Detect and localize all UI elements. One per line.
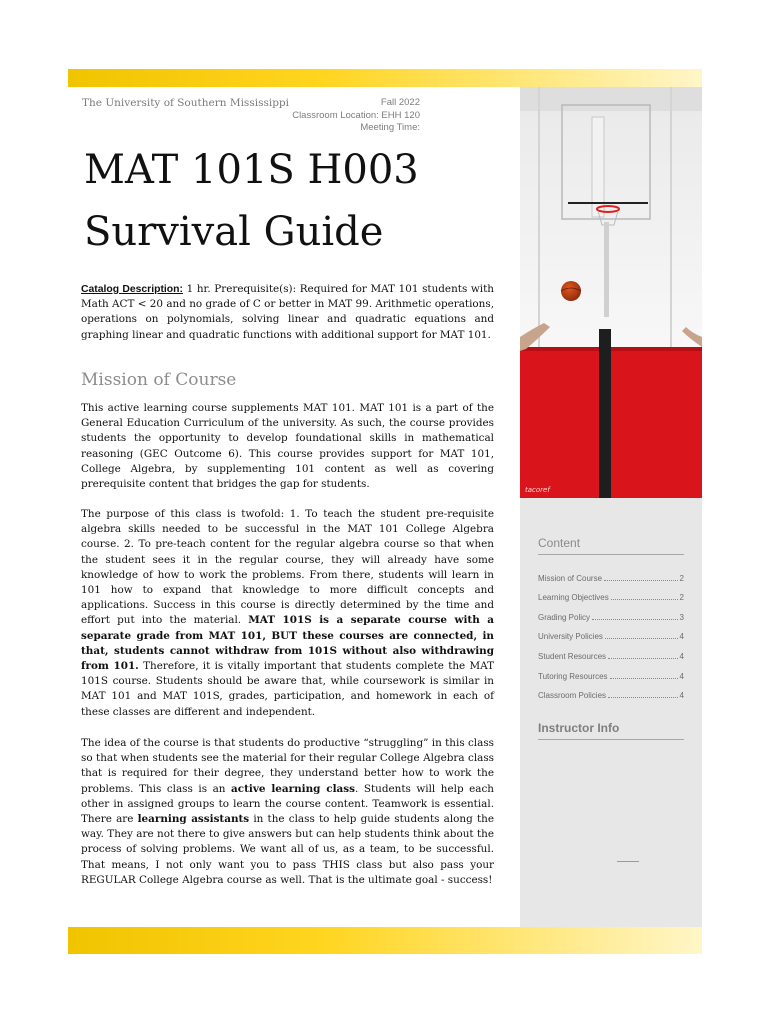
toc-dot-leader bbox=[608, 697, 678, 698]
sidebar-divider-mark bbox=[617, 861, 639, 862]
toc-item-label: Classroom Policies bbox=[538, 691, 607, 701]
photo-credit: tacoref bbox=[525, 486, 550, 494]
mission-paragraph-1 bbox=[81, 401, 494, 492]
pole-pad bbox=[599, 329, 611, 498]
wall-line-right bbox=[670, 87, 672, 347]
idea-bold-active-learning: active learning class bbox=[231, 782, 355, 795]
mission-heading: Mission of Course bbox=[81, 370, 237, 390]
toc-item[interactable] bbox=[538, 583, 684, 603]
support-pole bbox=[604, 222, 609, 317]
table-of-contents bbox=[538, 563, 684, 700]
toc-item-label: Mission of Course bbox=[538, 573, 603, 583]
idea-bold-learning-assistants: learning assistants bbox=[137, 813, 250, 826]
toc-item-label: Grading Policy bbox=[538, 612, 591, 622]
backboard-bottom-bar bbox=[568, 202, 648, 204]
instructor-heading: Instructor Info bbox=[538, 721, 684, 740]
toc-dot-leader bbox=[605, 638, 678, 639]
contents-heading: Content bbox=[538, 536, 684, 555]
wall-line-left bbox=[538, 87, 540, 347]
purpose-paragraph bbox=[81, 507, 494, 720]
toc-item-page: 4 bbox=[679, 651, 684, 661]
toc-item-page: 4 bbox=[679, 671, 684, 681]
university-name: The University of Southern Mississippi bbox=[82, 97, 290, 109]
toc-item-label: Learning Objectives bbox=[538, 593, 609, 603]
toc-item-page: 3 bbox=[679, 612, 684, 622]
toc-item[interactable] bbox=[538, 641, 684, 661]
term-label: Fall 2022 bbox=[380, 97, 420, 108]
mission-text: This active learning course supplements MAT 101. MAT 101 is a part of the General Education Curriculum of the university. As such, the course provides students the opportunity to develop foundational skills in mathematical reasoning (GEC Outcome 6). This course provides support for MAT 101, College Algebra, by supplementing 101 content as well as covering prerequisite content that bridges the gap for students. bbox=[81, 402, 494, 491]
purpose-text-bold: MAT 101S is a separate course with a separate grade from MAT 101, BUT these courses are connected, in that, students cannot withdraw from 101S without also withdrawing from 101. bbox=[81, 614, 494, 673]
document-page bbox=[68, 69, 702, 954]
title-subtitle: Survival Guide bbox=[84, 209, 384, 255]
classroom-location: Classroom Location: EHH 120 bbox=[292, 109, 420, 121]
idea-paragraph bbox=[81, 736, 494, 888]
meeting-time: Meeting Time: bbox=[360, 122, 420, 133]
course-meta bbox=[248, 97, 420, 135]
basketball-illustration bbox=[520, 87, 702, 498]
toc-item-page: 4 bbox=[679, 632, 684, 642]
sidebar bbox=[520, 87, 702, 927]
toc-dot-leader bbox=[611, 599, 678, 600]
purpose-text-a: The purpose of this class is twofold: 1. To teach the student pre-requisite algebra skills needed to be successful in the MAT 101 College Algebra course. 2. To pre-teach content for the regular algebra course so that when the student sees it in the regular course, they will already have some knowledge of how to work the problems. From there, students will learn in 101 how to expand that knowledge to more difficult concepts and applications. Success in this course is directly determined by the time and effort put into the material. bbox=[81, 508, 494, 627]
catalog-label: Catalog Description: bbox=[81, 284, 183, 295]
idea-text-c: in the class to help guide students along the way. They are not there to give answers but can help students think about the process of solving problems. We want all of us, as a team, to be successful. That means, I not only want you to pass THIS class but also pass your REGULAR College Algebra course as well. That is the ultimate goal - success! bbox=[81, 813, 494, 886]
purpose-text-b: Therefore, it is vitally important that students complete the MAT 101S course. Students should be aware that, while coursework is similar in MAT 101 and MAT 101S, grades, participation, and homework in each of these classes are different and independent. bbox=[81, 660, 495, 718]
basketball bbox=[561, 281, 581, 301]
idea-text-a: The idea of the course is that students do productive “struggling” in this class so that when students see the material for their regular College Algebra class that is required for their degree, they understand better how to work the problems. This class is an bbox=[81, 737, 494, 795]
toc-item[interactable] bbox=[538, 661, 684, 681]
toc-dot-leader bbox=[610, 678, 678, 679]
catalog-description bbox=[81, 282, 494, 343]
toc-item-label: Student Resources bbox=[538, 651, 607, 661]
top-accent-band bbox=[68, 69, 702, 87]
idea-text-b: . Students will help each other in assigned groups to learn the course content. Teamwork is essential. There are bbox=[81, 782, 494, 826]
bottom-accent-band bbox=[68, 927, 702, 954]
title-course-code: MAT 101S H003 bbox=[84, 147, 419, 193]
instructor-box bbox=[538, 721, 684, 740]
toc-item[interactable] bbox=[538, 622, 684, 642]
toc-dot-leader bbox=[592, 619, 678, 620]
toc-item-page: 4 bbox=[679, 691, 684, 701]
ceiling-shade bbox=[520, 87, 702, 111]
page-title bbox=[84, 139, 419, 263]
toc-dot-leader bbox=[604, 580, 678, 581]
catalog-text: 1 hr. Prerequisite(s): Required for MAT 101 students with Math ACT < 20 and no grade of C or better in MAT 99. Arithmetic operations, operations on polynomials, solving linear and quadratic equations and graphing linear and quadratic functions with additional support for MAT 101. bbox=[81, 283, 494, 341]
toc-dot-leader bbox=[608, 658, 678, 659]
toc-item[interactable] bbox=[538, 563, 684, 583]
toc-item-label: University Policies bbox=[538, 632, 603, 642]
basketball-photo bbox=[520, 87, 702, 498]
toc-item-page: 2 bbox=[679, 593, 684, 603]
toc-item[interactable] bbox=[538, 602, 684, 622]
contents-box bbox=[538, 536, 684, 700]
toc-item[interactable] bbox=[538, 681, 684, 701]
toc-item-page: 2 bbox=[679, 573, 684, 583]
toc-item-label: Tutoring Resources bbox=[538, 671, 608, 681]
